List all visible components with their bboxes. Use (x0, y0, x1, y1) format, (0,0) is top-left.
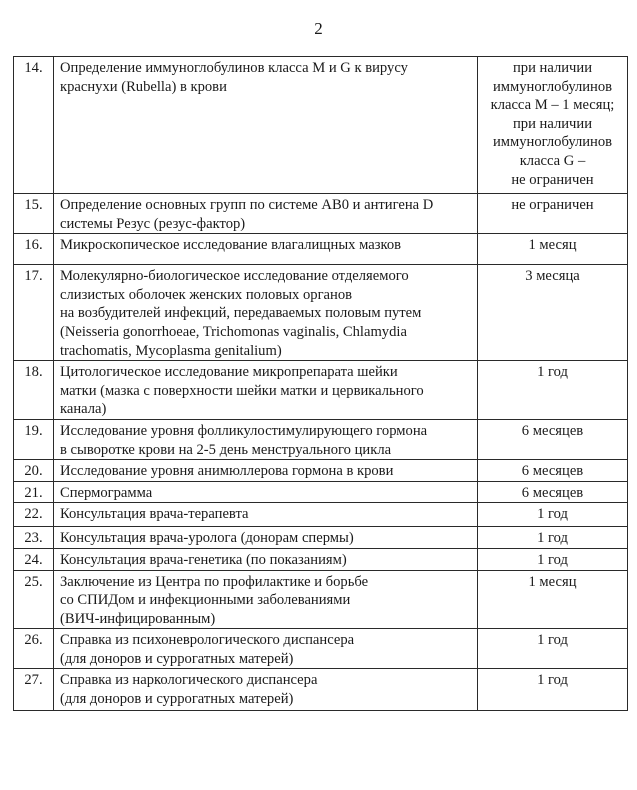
validity-period (478, 234, 628, 265)
period-line: 1 год (537, 364, 568, 381)
service-description (54, 570, 478, 629)
period-line: 1 месяц (528, 237, 577, 254)
service-description (54, 194, 478, 234)
service-description (54, 503, 478, 527)
validity-period (478, 481, 628, 503)
description-line: Консультация врача-уролога (донорам спермы) (60, 530, 354, 547)
page-number: 2 (314, 19, 323, 38)
description-line: (для доноров и суррогатных матерей) (60, 650, 294, 667)
period-line: иммуноглобулинов (492, 134, 613, 151)
description-line: Спермограмма (60, 484, 153, 501)
description-line: Молекулярно-биологическое исследование отделяемого (60, 268, 409, 285)
description-line: в сыворотке крови на 2-5 день менструального цикла (60, 441, 392, 458)
validity-period (478, 629, 628, 669)
row-number: 22. (14, 503, 54, 527)
description-line: Определение иммуноглобулинов класса M и G к вирусу (60, 60, 408, 76)
validity-period (478, 419, 628, 459)
period-line: класса G – (519, 152, 586, 169)
description-line: Консультация врача-генетика (по показаниям) (60, 551, 347, 568)
description-line: Определение основных групп по системе AB0 и антигена D (60, 197, 434, 213)
description-line: Исследование уровня фолликулостимулирующего гормона (60, 422, 428, 439)
service-description (54, 234, 478, 265)
row-number: 20. (14, 460, 54, 482)
description-line: канала) (60, 401, 107, 418)
description-line: Исследование уровня анимюллерова гормона в крови (60, 463, 394, 480)
description-line: краснухи (Rubella) в крови (60, 78, 227, 95)
row-number: 14. (14, 57, 54, 194)
period-line: 1 год (537, 551, 568, 568)
table-row (14, 361, 628, 420)
description-line: Справка из психоневрологического диспансера (60, 632, 355, 649)
description-line: (для доноров и суррогатных матерей) (60, 691, 294, 708)
description-line: слизистых оболочек женских половых органов (60, 286, 353, 303)
period-line: 1 год (537, 530, 568, 547)
table-body (14, 57, 628, 711)
service-description (54, 419, 478, 459)
table-row (14, 419, 628, 459)
table-row (14, 503, 628, 527)
service-description (54, 527, 478, 549)
description-line: Цитологическое исследование микропрепарата шейки (60, 364, 398, 381)
service-description (54, 669, 478, 711)
description-line: trachomatis, Mycoplasma genitalium) (60, 342, 282, 359)
period-line: при наличии (512, 115, 593, 132)
table-row (14, 194, 628, 234)
description-line: со СПИДом и инфекционными заболеваниями (60, 592, 351, 609)
row-number: 23. (14, 527, 54, 549)
service-description (54, 57, 478, 194)
row-number: 17. (14, 265, 54, 361)
period-line: 6 месяцев (521, 484, 584, 501)
table-row (14, 265, 628, 361)
period-line: класса M – 1 месяц; (490, 97, 615, 114)
period-line: 3 месяца (525, 268, 580, 285)
table-row (14, 629, 628, 669)
period-line: 1 год (537, 672, 568, 689)
table-row (14, 481, 628, 503)
service-description (54, 629, 478, 669)
row-number: 19. (14, 419, 54, 459)
validity-period (478, 570, 628, 629)
period-line: при наличии (512, 60, 593, 76)
period-line: 1 год (537, 632, 568, 649)
description-line: на возбудителей инфекций, передаваемых половым путем (60, 305, 422, 322)
description-line: Консультация врача-терапевта (60, 506, 249, 523)
validity-period (478, 265, 628, 361)
requirements-table (13, 56, 628, 711)
period-line: 6 месяцев (521, 463, 584, 480)
period-line: 1 месяц (528, 573, 577, 590)
table-row (14, 460, 628, 482)
table-row (14, 527, 628, 549)
service-description (54, 460, 478, 482)
table-row (14, 234, 628, 265)
table-row (14, 548, 628, 570)
period-line: 1 год (537, 506, 568, 523)
validity-period (478, 361, 628, 420)
row-number: 18. (14, 361, 54, 420)
period-line: не ограничен (511, 171, 594, 188)
validity-period (478, 548, 628, 570)
period-line: иммуноглобулинов (492, 78, 613, 95)
description-line: Заключение из Центра по профилактике и борьбе (60, 573, 369, 590)
description-line: Микроскопическое исследование влагалищных мазков (60, 237, 402, 254)
row-number: 15. (14, 194, 54, 234)
row-number: 21. (14, 481, 54, 503)
row-number: 24. (14, 548, 54, 570)
service-description (54, 265, 478, 361)
validity-period (478, 527, 628, 549)
description-line: (Neisseria gonorrhoeae, Trichomonas vaginalis, Chlamydia (60, 323, 407, 340)
service-description (54, 548, 478, 570)
row-number: 25. (14, 570, 54, 629)
validity-period (478, 194, 628, 234)
description-line: (ВИЧ-инфицированным) (60, 610, 216, 627)
table-row (14, 570, 628, 629)
validity-period (478, 460, 628, 482)
service-description (54, 361, 478, 420)
validity-period (478, 57, 628, 194)
period-line: не ограничен (511, 197, 594, 213)
period-line: 6 месяцев (521, 422, 584, 439)
table-row (14, 669, 628, 711)
description-line: матки (мазка с поверхности шейки матки и цервикального (60, 382, 424, 399)
validity-period (478, 669, 628, 711)
service-description (54, 481, 478, 503)
validity-period (478, 503, 628, 527)
row-number: 26. (14, 629, 54, 669)
description-line: системы Резус (резус-фактор) (60, 215, 246, 232)
table-row (14, 57, 628, 194)
row-number: 27. (14, 669, 54, 711)
description-line: Справка из наркологического диспансера (60, 672, 318, 689)
row-number: 16. (14, 234, 54, 265)
